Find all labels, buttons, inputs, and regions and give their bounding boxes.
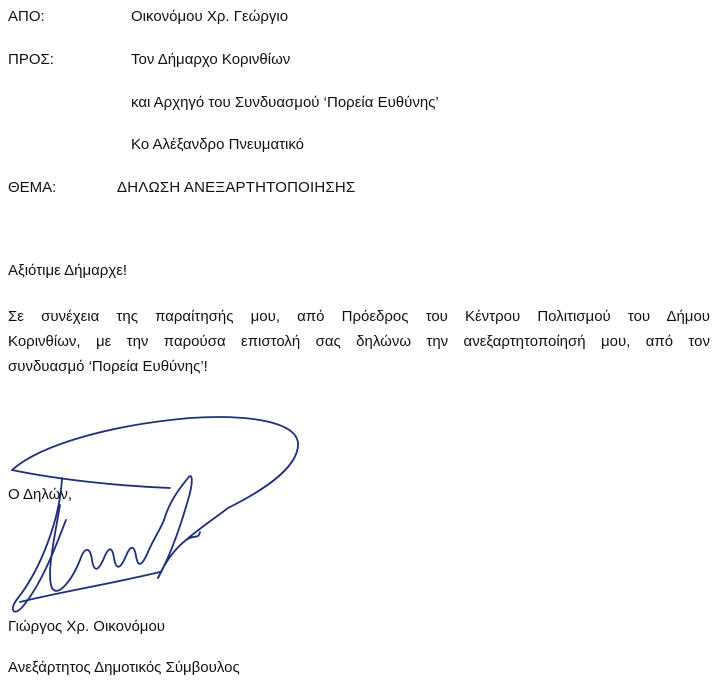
to-line-2: και Αρχηγό του Συνδυασμού ‘Πορεία Ευθύνης’ xyxy=(131,94,439,111)
signer-role: Ανεξάρτητος Δημοτικός Σύμβουλος xyxy=(8,659,240,676)
from-value: Οικονόμου Χρ. Γεώργιο xyxy=(131,8,289,25)
body-line-1: Σε συνέχεια της παραίτησής μου, από Πρόεδρος του Κέντρου Πολιτισμού του Δήμου xyxy=(8,308,710,325)
body-line-3: συνδυασμό ‘Πορεία Ευθύνης’! xyxy=(8,358,208,375)
signer-name: Γιώργος Χρ. Οικονόμου xyxy=(8,618,165,635)
subject-value: ΔΗΛΩΣΗ ΑΝΕΞΑΡΤΗΤΟΠΟΙΗΣΗΣ xyxy=(117,179,356,196)
declarant-label: Ο Δηλών, xyxy=(8,486,73,503)
subject-label: ΘΕΜΑ: xyxy=(8,179,57,196)
body-paragraph xyxy=(8,304,710,379)
to-label: ΠΡΟΣ: xyxy=(8,51,54,68)
to-line-3: Κο Αλέξανδρο Πνευματικό xyxy=(131,136,305,153)
to-line-1: Τον Δήμαρχο Κορινθίων xyxy=(131,51,291,68)
salutation: Αξιότιμε Δήμαρχε! xyxy=(8,262,128,279)
from-label: ΑΠΟ: xyxy=(8,8,45,25)
body-line-2: Κορινθίων, με την παρούσα επιστολή σας δηλώνω την ανεξαρτητοποίησή μου, από τον xyxy=(8,333,710,350)
